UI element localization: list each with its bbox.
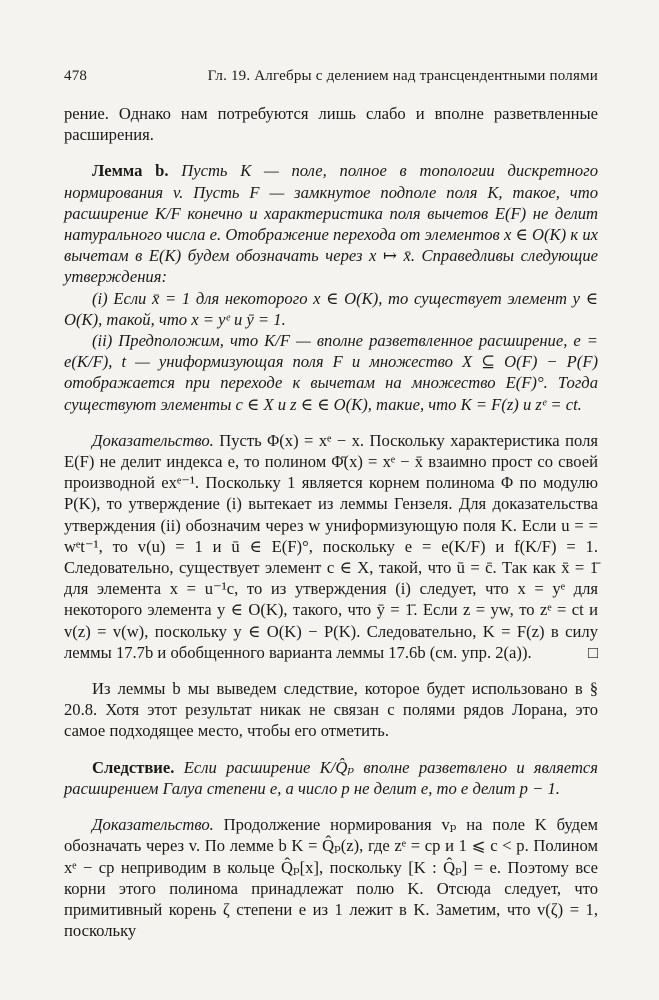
- lemma-item-i: [64, 288, 598, 330]
- lemma-label: Лемма b.: [92, 161, 169, 181]
- proof-text-2: Продолжение нормирования vₚ на поле K будем обозначать через v. По лемме b K = Q̂ₚ(z), где zᵉ = cp и 1 ⩽ c < p. Полином xᵉ − cp неприводим в кольце Q̂ₚ[x], поскольку [K : Q̂ₚ] = e. Поэтому все корни этого полинома принадлежат полю K. Отсюда следует, что примитивный корень ζ степени e из 1 лежит в K. Заметим, что v(ζ) = 1, поскольку: [64, 815, 598, 941]
- running-header: [64, 68, 598, 85]
- proof-label: Доказательство.: [92, 430, 214, 450]
- proof-lemma: [64, 430, 598, 663]
- corollary: [64, 757, 598, 799]
- page-number: 478: [64, 68, 88, 84]
- proof-corollary: [64, 814, 598, 941]
- lemma-item-i-text: (i) Если x̄ = 1 для некоторого x ∈ O(K), то существует элемент y ∈ O(K), такой, что x = yᵉ и ȳ = 1.: [64, 288, 598, 329]
- proof-label-2: Доказательство.: [92, 815, 214, 835]
- lemma-statement: Пусть K — поле, полное в топологии дискретного нормирования v. Пусть F — замкнутое подполе поля K, такое, что расширение K/F конечно и характеристика поля вычетов E(F) не делит натурального числа e. Отображение перехода от элементов x ∈ O(K) к их вычетам в E(K) будем обозначать через x ↦ x̄. Справедливы следующие утверждения:: [64, 161, 598, 287]
- lemma-item-ii: [64, 330, 598, 415]
- paragraph-continuation: рение. Однако нам потребуются лишь слабо и вполне разветвленные расширения.: [64, 104, 598, 145]
- lemma-b: [64, 160, 598, 287]
- running-title: Гл. 19. Алгебры с делением над трансцендентными полями: [207, 68, 598, 84]
- qed-symbol: □: [587, 642, 598, 662]
- page-body: [64, 103, 598, 941]
- corollary-statement: Если расширение K/Q̂ₚ вполне разветвлено и является расширением Галуа степени e, а число p не делит e, то e делит p − 1.: [64, 757, 599, 798]
- remark-paragraph: Из леммы b мы выведем следствие, которое будет использовано в § 20.8. Хотя этот результат никак не связан с полями рядов Лорана, это самое подходящее место, чтобы его отметить.: [64, 679, 598, 741]
- proof-text: Пусть Φ(x) = xᵉ − x. Поскольку характеристика поля E(F) не делит индекса e, то полином Φ̄(x) = xᵉ − x̄ взаимно прост со своей производной exᵉ⁻¹. Поскольку 1 является корнем полинома Φ по модулю P(K), то утверждение (i) вытекает из леммы Гензеля. Для доказательства утверждения (ii) обозначим через w униформизующую поля K. Если u = = wᵉt⁻¹, то v(u) = 1 и ū ∈ E(F)°, поскольку e = e(K/F) и f(K/F) = 1. Следовательно, существует элемент c ∈ X, такой, что ū = c̄. Так как x̄ = 1̄ для элемента x = u⁻¹c, то из утверждения (i) следует, что x = yᵉ для некоторого элемента y ∈ O(K), такого, что ȳ = 1̄. Если z = yw, то zᵉ = ct и v(z) = v(w), поскольку y ∈ O(K) − P(K). Следовательно, K = F(z) в силу леммы 17.7b и обобщенного варианта леммы 17.6b (см. упр. 2(a)).: [64, 430, 598, 662]
- corollary-label: Следствие.: [92, 757, 175, 777]
- lemma-item-ii-text: (ii) Предположим, что K/F — вполне разветвленное расширение, e = e(K/F), t — униформизующая поля F и множество X ⊆ O(F) − P(F) отображается при переходе к вычетам на множество E(F)°. Тогда существуют элементы c ∈ X и z ∈ ∈ O(K), такие, что K = F(z) и zᵉ = ct.: [64, 331, 598, 414]
